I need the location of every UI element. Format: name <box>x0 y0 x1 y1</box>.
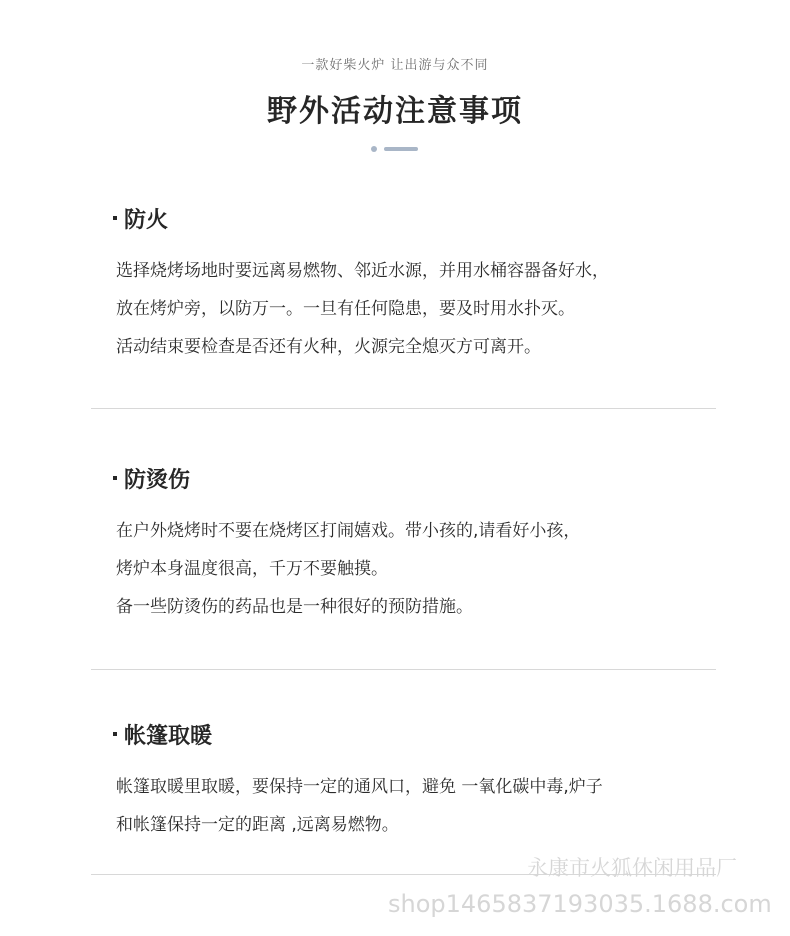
decoration-bar <box>384 147 418 151</box>
section-body-tent <box>116 768 603 844</box>
paragraph-line: 放在烤炉旁，以防万一。一旦有任何隐患，要及时用水扑灭。 <box>116 299 575 319</box>
watermark-shop-url: shop1465837193035.1688.com <box>388 890 772 918</box>
paragraph-line: 和帐篷保持一定的距离 ,远离易燃物。 <box>116 815 399 835</box>
paragraph-line: 帐篷取暖里取暖，要保持一定的通风口，避免 一氧化碳中毒,炉子 <box>116 777 603 797</box>
section-divider <box>91 408 716 409</box>
section-body-fire <box>116 252 609 366</box>
section-heading-label: 防火 <box>124 208 169 233</box>
watermark-shop-name: 永康市火狐休闲用品厂 <box>527 856 737 880</box>
section-body-burn <box>116 512 580 626</box>
paragraph-line: 烤炉本身温度很高，千万不要触摸。 <box>116 559 388 579</box>
paragraph-line: 选择烧烤场地时要远离易燃物、邻近水源，并用水桶容器备好水， <box>116 261 609 281</box>
page-subtitle: 一款好柴火炉 让出游与众不同 <box>301 58 489 73</box>
decoration-dot <box>371 146 377 152</box>
section-heading-label: 帐篷取暖 <box>124 724 213 749</box>
section-divider <box>91 669 716 670</box>
section-heading-burn <box>113 463 190 494</box>
paragraph-line: 活动结束要检查是否还有火种，火源完全熄灭方可离开。 <box>116 337 541 357</box>
paragraph-line: 在户外烧烤时不要在烧烤区打闹嬉戏。带小孩的,请看好小孩， <box>116 521 581 541</box>
section-heading-label: 防烫伤 <box>124 468 191 493</box>
paragraph-line: 备一些防烫伤的药品也是一种很好的预防措施。 <box>116 597 473 617</box>
page-title: 野外活动注意事项 <box>267 94 523 129</box>
section-heading-fire <box>113 203 168 234</box>
section-heading-tent <box>113 719 212 750</box>
bullet-icon <box>113 732 117 736</box>
bullet-icon <box>113 476 117 480</box>
bullet-icon <box>113 216 117 220</box>
